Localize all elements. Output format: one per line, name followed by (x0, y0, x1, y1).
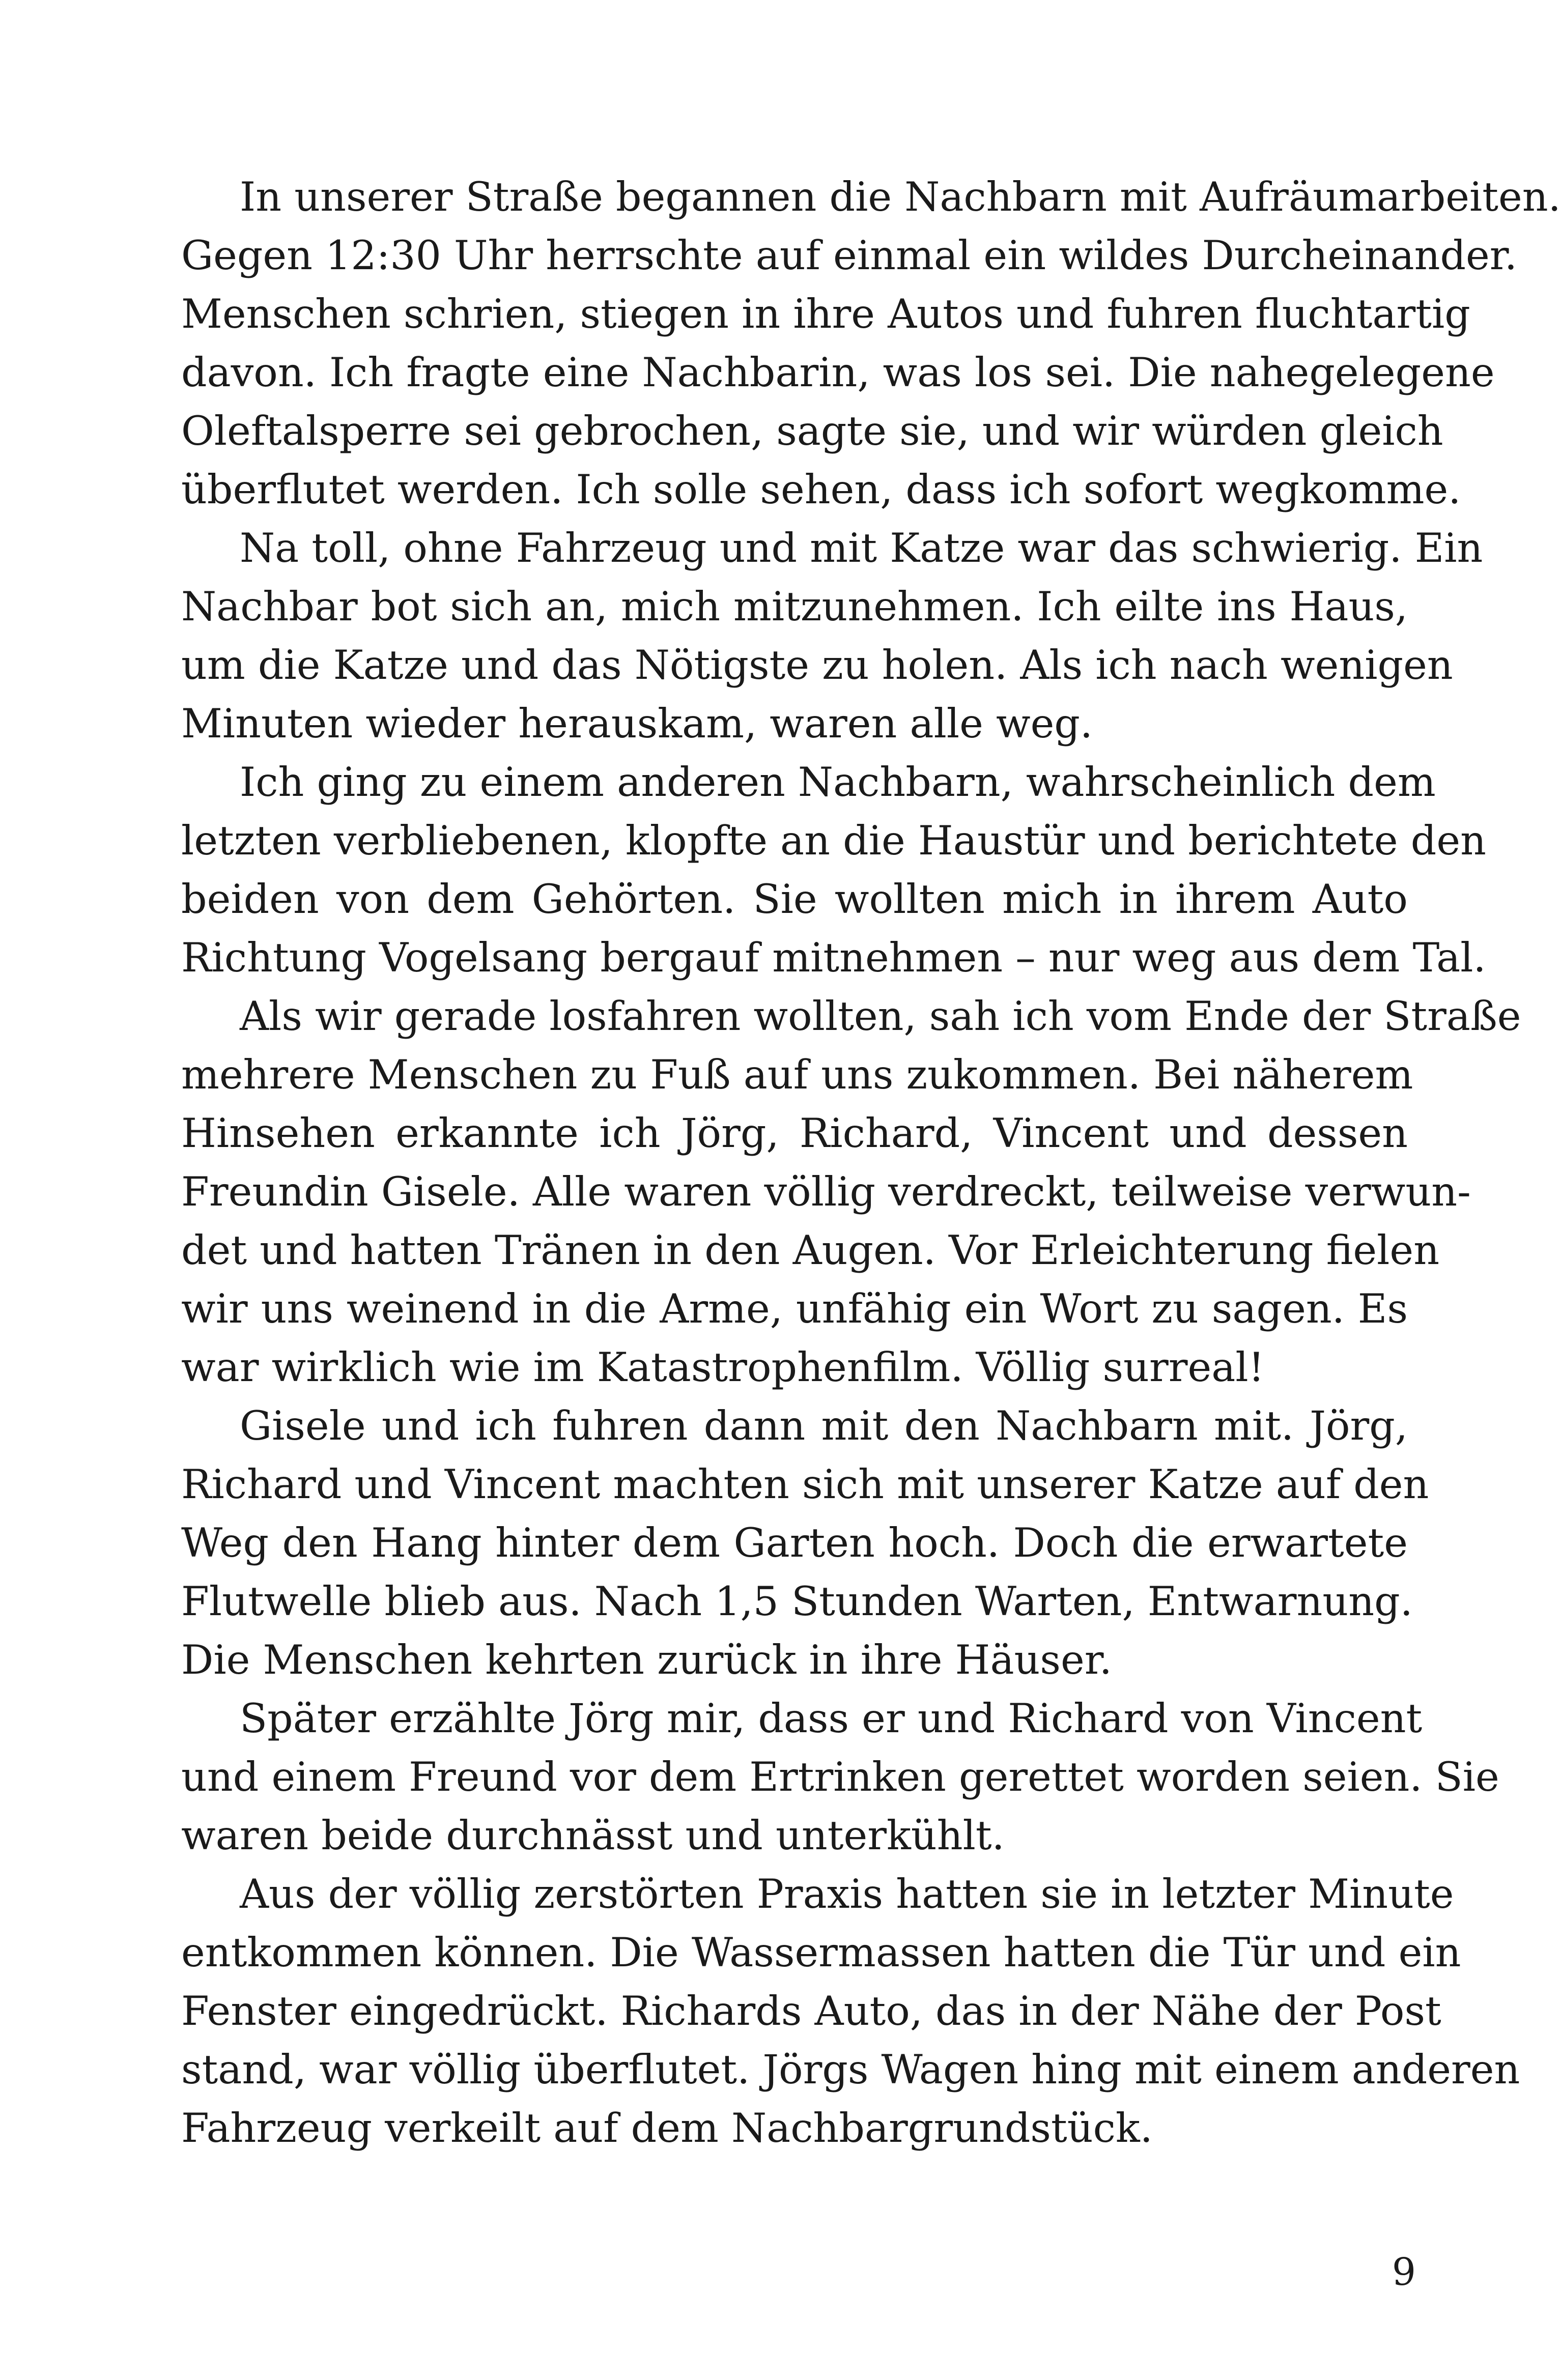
text-line: davon. Ich fragte eine Nachbarin, was los sei. Die nahegelegene (181, 349, 1495, 396)
text-line: wir uns weinend in die Arme, unfähig ein Wort zu sagen. Es (181, 1285, 1408, 1332)
text-line: Flutwelle blieb aus. Nach 1,5 Stunden Warten, Entwarnung. (181, 1578, 1413, 1625)
text-line: war wirklich wie im Katastrophenfilm. Völlig surreal! (181, 1344, 1265, 1391)
text-line: und einem Freund vor dem Ertrinken gerettet worden seien. Sie (181, 1754, 1499, 1800)
text-line: Gegen 12:30 Uhr herrschte auf einmal ein wildes Durcheinander. (181, 232, 1517, 279)
text-line: Fahrzeug verkeilt auf dem Nachbargrundstück. (181, 2105, 1153, 2152)
text-line: Menschen schrien, stiegen in ihre Autos und fuhren fluchtartig (181, 291, 1470, 337)
paragraph-2 (181, 519, 1483, 753)
text-line: Minuten wieder herauskam, waren alle weg. (181, 700, 1093, 747)
paragraph-1 (181, 168, 1561, 519)
text-line: letzten verbliebenen, klopfte an die Haustür und berichtete den (181, 817, 1486, 864)
text-line: Fenster eingedrückt. Richards Auto, das in der Nähe der Post (181, 1988, 1441, 2034)
text-line: Oleftalsperre sei gebrochen, sagte sie, und wir würden gleich (181, 408, 1443, 454)
body-text (181, 168, 1561, 2158)
text-line: Aus der völlig zerstörten Praxis hatten sie in letzter Minute (240, 1871, 1454, 1917)
text-line: Gisele und ich fuhren dann mit den Nachbarn mit. Jörg, (240, 1402, 1408, 1449)
text-line: In unserer Straße begannen die Nachbarn mit Aufräumarbeiten. (240, 174, 1561, 220)
text-line: det und hatten Tränen in den Augen. Vor Erleichterung fielen (181, 1227, 1440, 1274)
text-line: waren beide durchnässt und unterkühlt. (181, 1812, 1005, 1859)
paragraph-5 (181, 1397, 1429, 1689)
text-line: Richard und Vincent machten sich mit unserer Katze auf den (181, 1461, 1429, 1508)
text-line: stand, war völlig überflutet. Jörgs Wagen hing mit einem anderen (181, 2046, 1520, 2093)
text-line: entkommen können. Die Wassermassen hatten die Tür und ein (181, 1929, 1461, 1976)
text-line: Nachbar bot sich an, mich mitzunehmen. Ich eilte ins Haus, (181, 583, 1408, 630)
text-line: überflutet werden. Ich solle sehen, dass ich sofort wegkomme. (181, 466, 1461, 513)
text-line: Richtung Vogelsang bergauf mitnehmen – nur weg aus dem Tal. (181, 934, 1486, 981)
paragraph-7 (181, 1865, 1520, 2158)
text-line: mehrere Menschen zu Fuß auf uns zukommen. Bei näherem (181, 1051, 1413, 1098)
page-number: 9 (1392, 2250, 1416, 2294)
text-line: Weg den Hang hinter dem Garten hoch. Doch die erwartete (181, 1519, 1408, 1566)
paragraph-6 (181, 1689, 1499, 1865)
text-line: Als wir gerade losfahren wollten, sah ich vom Ende der Straße (240, 993, 1521, 1040)
paragraph-3 (181, 753, 1486, 987)
text-line: Später erzählte Jörg mir, dass er und Richard von Vincent (240, 1695, 1423, 1742)
text-line: Ich ging zu einem anderen Nachbarn, wahrscheinlich dem (240, 759, 1436, 806)
text-line: um die Katze und das Nötigste zu holen. Als ich nach wenigen (181, 642, 1453, 689)
text-line: Freundin Gisele. Alle waren völlig verdreckt, teilweise verwun- (181, 1168, 1471, 1215)
paragraph-4 (181, 987, 1521, 1397)
text-line: Na toll, ohne Fahrzeug und mit Katze war das schwierig. Ein (240, 525, 1483, 571)
text-line: beiden von dem Gehörten. Sie wollten mich in ihrem Auto (181, 876, 1408, 923)
text-line: Hinsehen erkannte ich Jörg, Richard, Vincent und dessen (181, 1110, 1408, 1157)
text-line: Die Menschen kehrten zurück in ihre Häuser. (181, 1637, 1112, 1683)
